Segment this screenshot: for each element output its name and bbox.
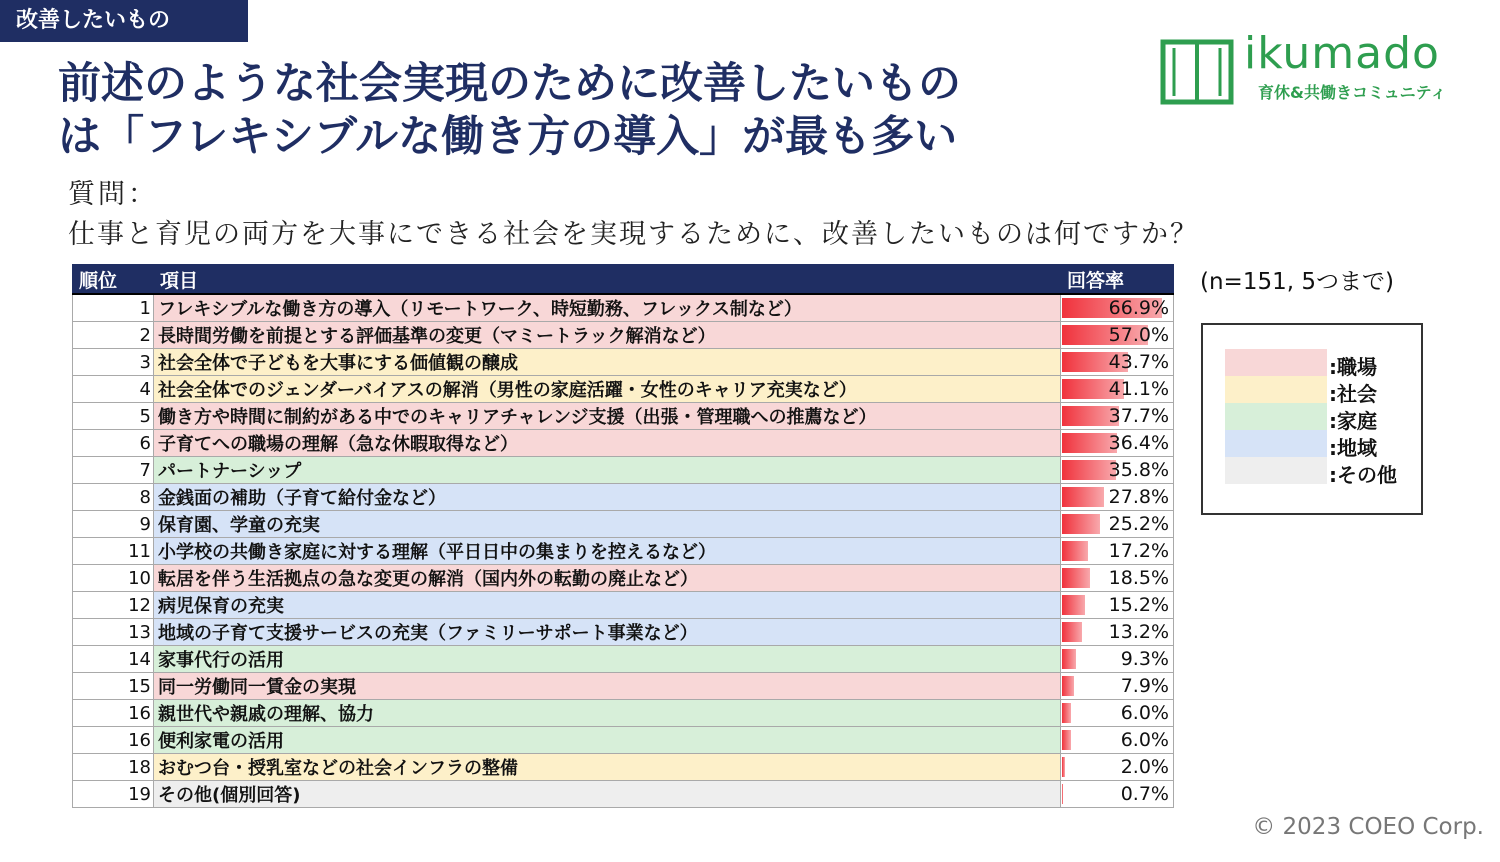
section-tag: 改善したいもの: [0, 0, 248, 42]
table-row: [73, 376, 1174, 403]
row-rank: 16: [73, 700, 154, 727]
row-item: 小学校の共働き家庭に対する理解（平日日中の集まりを控えるなど）: [154, 538, 1061, 565]
row-item: 転居を伴う生活拠点の急な変更の解消（国内外の転勤の廃止など）: [154, 565, 1061, 592]
row-rank: 8: [73, 484, 154, 511]
row-item: 便利家電の活用: [154, 727, 1061, 754]
row-item: 働き方や時間に制約がある中でのキャリアチャレンジ支援（出張・管理職への推薦など）: [154, 403, 1061, 430]
rate-label: 25.2%: [1108, 513, 1169, 535]
rate-label: 41.1%: [1108, 378, 1169, 400]
rate-bar: [1062, 568, 1090, 588]
legend-label: :家庭: [1329, 409, 1377, 433]
row-rank: 1: [73, 294, 154, 322]
row-rank: 2: [73, 322, 154, 349]
copyright: © 2023 COEO Corp.: [1252, 814, 1484, 840]
ranking-table: [72, 264, 1174, 808]
row-item: 子育てへの職場の理解（急な休暇取得など）: [154, 430, 1061, 457]
rate-bar: [1062, 649, 1076, 669]
row-item: 長時間労働を前提とする評価基準の変更（マミートラック解消など）: [154, 322, 1061, 349]
row-rate-cell: [1061, 430, 1174, 457]
rate-bar: [1062, 676, 1074, 696]
row-rate-cell: [1061, 457, 1174, 484]
table-row: [73, 322, 1174, 349]
legend-swatch: [1225, 376, 1327, 403]
row-rate-cell: [1061, 349, 1174, 376]
rate-label: 6.0%: [1120, 729, 1169, 751]
rate-label: 9.3%: [1120, 648, 1169, 670]
rate-bar: [1062, 730, 1071, 750]
rate-bar: [1062, 487, 1104, 507]
legend-swatch: [1225, 430, 1327, 457]
table-row: [73, 349, 1174, 376]
legend-label: :職場: [1329, 355, 1377, 379]
column-header-item: 項目: [154, 265, 1061, 295]
row-item: 地域の子育て支援サービスの充実（ファミリーサポート事業など）: [154, 619, 1061, 646]
table-row: [73, 430, 1174, 457]
logo-subtitle: 育休&共働きコミュニティ: [1258, 83, 1447, 102]
rate-bar: [1062, 541, 1088, 561]
table-row: [73, 700, 1174, 727]
row-item: フレキシブルな働き方の導入（リモートワーク、時短勤務、フレックス制など）: [154, 294, 1061, 322]
category-legend: [1201, 323, 1423, 515]
row-item: パートナーシップ: [154, 457, 1061, 484]
row-rate-cell: [1061, 673, 1174, 700]
headline-line-2: は「フレキシブルな働き方の導入」が最も多い: [58, 112, 958, 162]
row-rate-cell: [1061, 538, 1174, 565]
row-rank: 7: [73, 457, 154, 484]
row-rate-cell: [1061, 727, 1174, 754]
row-rate-cell: [1061, 511, 1174, 538]
row-rate-cell: [1061, 484, 1174, 511]
table-row: [73, 457, 1174, 484]
legend-label: :地域: [1329, 436, 1377, 460]
table-row: [73, 646, 1174, 673]
row-rate-cell: [1061, 700, 1174, 727]
table-row: [73, 754, 1174, 781]
rate-bar: [1062, 622, 1082, 642]
row-rate-cell: [1061, 403, 1174, 430]
row-item: 親世代や親戚の理解、協力: [154, 700, 1061, 727]
rate-label: 36.4%: [1108, 432, 1169, 454]
rate-bar: [1062, 703, 1071, 723]
ikumado-logo: [1160, 28, 1480, 106]
row-rank: 3: [73, 349, 154, 376]
row-item: 家事代行の活用: [154, 646, 1061, 673]
row-item: 病児保育の充実: [154, 592, 1061, 619]
rate-label: 7.9%: [1120, 675, 1169, 697]
rate-label: 17.2%: [1108, 540, 1169, 562]
row-rate-cell: [1061, 781, 1174, 808]
row-rank: 16: [73, 727, 154, 754]
rate-label: 35.8%: [1108, 459, 1169, 481]
row-rate-cell: [1061, 376, 1174, 403]
rate-bar: [1062, 514, 1100, 534]
table-row: [73, 484, 1174, 511]
rate-bar: [1062, 784, 1063, 804]
table-row: [73, 673, 1174, 700]
rate-label: 13.2%: [1108, 621, 1169, 643]
page-title: [58, 58, 1138, 164]
question-label: 質問：: [68, 179, 158, 210]
rate-label: 2.0%: [1120, 756, 1169, 778]
row-rank: 13: [73, 619, 154, 646]
rate-label: 43.7%: [1108, 351, 1169, 373]
rate-bar: [1062, 460, 1116, 480]
row-rate-cell: [1061, 294, 1174, 322]
row-rate-cell: [1061, 619, 1174, 646]
rate-label: 15.2%: [1108, 594, 1169, 616]
rate-label: 27.8%: [1108, 486, 1169, 508]
legend-swatch: [1225, 457, 1327, 484]
row-rank: 12: [73, 592, 154, 619]
row-rank: 10: [73, 565, 154, 592]
table-header: [73, 265, 1174, 295]
column-header-rate: 回答率: [1061, 265, 1174, 295]
table-body: [73, 294, 1174, 808]
column-header-rank: 順位: [73, 265, 154, 295]
row-rank: 6: [73, 430, 154, 457]
row-item: その他(個別回答): [154, 781, 1061, 808]
legend-label: :その他: [1329, 463, 1397, 487]
row-rank: 9: [73, 511, 154, 538]
row-item: おむつ台・授乳室などの社会インフラの整備: [154, 754, 1061, 781]
legend-label: :社会: [1329, 382, 1377, 406]
row-rank: 14: [73, 646, 154, 673]
row-rank: 11: [73, 538, 154, 565]
logo-word: ikumado: [1244, 28, 1440, 79]
table-row: [73, 538, 1174, 565]
table-row: [73, 619, 1174, 646]
table-row: [73, 592, 1174, 619]
row-item: 保育園、学童の充実: [154, 511, 1061, 538]
row-rate-cell: [1061, 646, 1174, 673]
rate-bar: [1062, 595, 1085, 615]
table-row: [73, 403, 1174, 430]
table-row: [73, 294, 1174, 322]
row-item: 社会全体でのジェンダーバイアスの解消（男性の家庭活躍・女性のキャリア充実など）: [154, 376, 1061, 403]
legend-swatch: [1225, 349, 1327, 376]
question-text: 仕事と育児の両方を大事にできる社会を実現するために、改善したいものは何ですか？: [68, 219, 1199, 250]
rate-label: 0.7%: [1120, 783, 1169, 805]
row-rank: 15: [73, 673, 154, 700]
sample-note: (n=151, 5つまで): [1200, 269, 1394, 295]
rate-bar: [1062, 757, 1065, 777]
row-item: 社会全体で子どもを大事にする価値観の醸成: [154, 349, 1061, 376]
row-rank: 4: [73, 376, 154, 403]
rate-label: 37.7%: [1108, 405, 1169, 427]
row-item: 同一労働同一賃金の実現: [154, 673, 1061, 700]
rate-label: 57.0%: [1108, 324, 1169, 346]
row-rate-cell: [1061, 322, 1174, 349]
table-row: [73, 511, 1174, 538]
table-row: [73, 565, 1174, 592]
table-row: [73, 781, 1174, 808]
row-rank: 18: [73, 754, 154, 781]
headline-line-1: 前述のような社会実現のために改善したいもの: [58, 59, 961, 109]
row-rate-cell: [1061, 565, 1174, 592]
rate-label: 6.0%: [1120, 702, 1169, 724]
window-logo-icon: [1160, 38, 1234, 106]
row-rank: 5: [73, 403, 154, 430]
row-rate-cell: [1061, 754, 1174, 781]
row-rate-cell: [1061, 592, 1174, 619]
legend-swatch: [1225, 403, 1327, 430]
rate-label: 18.5%: [1108, 567, 1169, 589]
row-rank: 19: [73, 781, 154, 808]
table-row: [73, 727, 1174, 754]
rate-label: 66.9%: [1108, 297, 1169, 319]
row-item: 金銭面の補助（子育て給付金など）: [154, 484, 1061, 511]
